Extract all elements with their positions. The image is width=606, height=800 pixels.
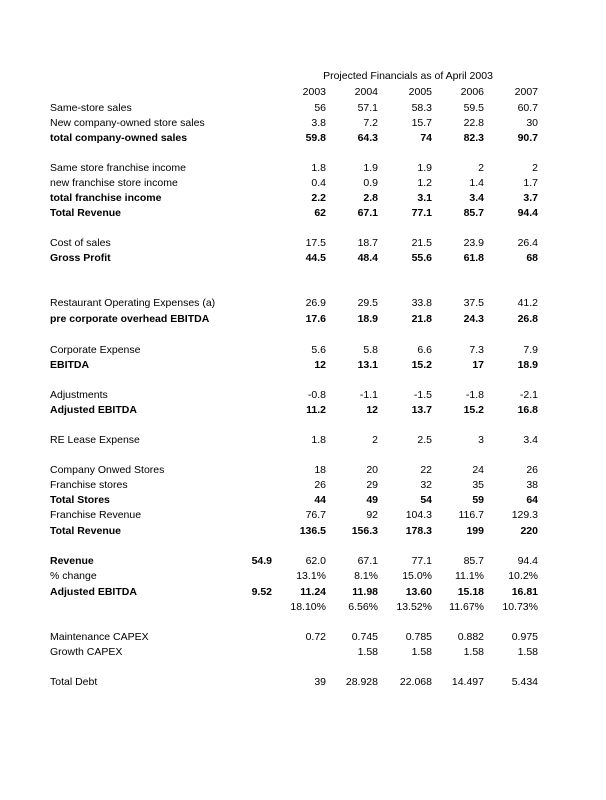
- value-cell: 199: [466, 525, 484, 537]
- value-cell: 6.6: [417, 344, 432, 356]
- year-header: 2006: [460, 86, 484, 98]
- value-cell: 59.5: [463, 102, 484, 114]
- value-cell: 11.24: [300, 586, 326, 598]
- value-cell: 1.58: [357, 646, 378, 658]
- value-cell: 11.98: [352, 586, 378, 598]
- value-cell: 10.2%: [508, 570, 538, 582]
- table-row: [0, 494, 606, 509]
- value-cell: 0.882: [457, 631, 484, 643]
- value-cell: 20: [366, 464, 378, 476]
- value-cell: 3.4: [523, 434, 538, 446]
- value-cell: 1.8: [311, 434, 326, 446]
- value-cell: -1.5: [413, 389, 432, 401]
- value-cell: 18.7: [357, 237, 378, 249]
- value-cell: 17.6: [305, 313, 326, 325]
- row-label: Total Revenue: [50, 207, 121, 219]
- value-cell: 30: [526, 117, 538, 129]
- table-row: [0, 132, 606, 147]
- table-row: [0, 479, 606, 494]
- row-label: Total Stores: [50, 494, 110, 506]
- value-cell: 13.7: [411, 404, 432, 416]
- value-cell: 3: [478, 434, 484, 446]
- value-cell: 2.2: [311, 192, 326, 204]
- value-cell: 26.9: [305, 297, 326, 309]
- value-cell: 92: [366, 509, 378, 521]
- value-cell: 1.8: [311, 162, 326, 174]
- value-cell: 64.3: [357, 132, 378, 144]
- value-cell: 13.1: [357, 359, 378, 371]
- row-label: Total Debt: [50, 676, 98, 688]
- table-row: [0, 555, 606, 570]
- value-cell: 0.785: [405, 631, 432, 643]
- value-cell: 5.6: [311, 344, 326, 356]
- table-row: [0, 192, 606, 207]
- value-cell: 57.1: [357, 102, 378, 114]
- row-label: Adjustments: [50, 389, 108, 401]
- value-cell: 21.8: [411, 313, 432, 325]
- table-row: [0, 207, 606, 222]
- value-cell: 0.72: [305, 631, 326, 643]
- value-cell: 21.5: [411, 237, 432, 249]
- value-cell: 1.58: [517, 646, 538, 658]
- value-cell: 11.1%: [455, 570, 484, 582]
- value-cell: 67.1: [357, 555, 378, 567]
- value-cell: 2: [478, 162, 484, 174]
- table-row: [0, 676, 606, 691]
- value-cell: 1.2: [417, 177, 432, 189]
- value-cell: 55.6: [411, 252, 432, 264]
- value-cell: 76.7: [305, 509, 326, 521]
- value-cell: -0.8: [307, 389, 326, 401]
- value-cell: 33.8: [411, 297, 432, 309]
- value-cell: 26: [314, 479, 326, 491]
- value-cell: 129.3: [511, 509, 538, 521]
- value-cell: 35: [472, 479, 484, 491]
- value-cell: 220: [520, 525, 538, 537]
- value-cell: 5.8: [363, 344, 378, 356]
- value-cell: 29.5: [357, 297, 378, 309]
- value-cell: 59.8: [305, 132, 326, 144]
- value-cell: 2.8: [363, 192, 378, 204]
- value-cell: 82.3: [463, 132, 484, 144]
- value-cell: 14.497: [451, 676, 484, 688]
- value-cell: 1.4: [469, 177, 484, 189]
- value-cell: 26.4: [517, 237, 538, 249]
- table-row: [0, 570, 606, 585]
- table-row: [0, 117, 606, 132]
- value-cell: 3.7: [523, 192, 538, 204]
- row-label: Company Onwed Stores: [50, 464, 165, 476]
- row-label: Maintenance CAPEX: [50, 631, 149, 643]
- value-cell: 116.7: [458, 509, 484, 521]
- base-value-cell: 9.52: [251, 586, 272, 598]
- value-cell: 18.10%: [290, 601, 326, 613]
- row-label: total franchise income: [50, 192, 162, 204]
- value-cell: 0.4: [311, 177, 326, 189]
- value-cell: 5.434: [511, 676, 538, 688]
- value-cell: 12: [366, 404, 378, 416]
- table-row: [0, 252, 606, 267]
- row-label: Cost of sales: [50, 237, 111, 249]
- value-cell: 18: [314, 464, 326, 476]
- value-cell: 8.1%: [354, 570, 378, 582]
- value-cell: 62.0: [305, 555, 326, 567]
- value-cell: 7.9: [523, 344, 538, 356]
- row-label: Growth CAPEX: [50, 646, 123, 658]
- value-cell: 94.4: [517, 207, 538, 219]
- value-cell: 13.60: [405, 586, 432, 598]
- value-cell: 1.7: [523, 177, 538, 189]
- table-row: [0, 404, 606, 419]
- table-row: [0, 313, 606, 328]
- row-label: pre corporate overhead EBITDA: [50, 313, 210, 325]
- row-label: new franchise store income: [50, 177, 178, 189]
- value-cell: 22.068: [399, 676, 432, 688]
- base-value-cell: 54.9: [251, 555, 272, 567]
- value-cell: 77.1: [411, 207, 432, 219]
- value-cell: 18.9: [517, 359, 538, 371]
- row-label: total company-owned sales: [50, 132, 188, 144]
- value-cell: -2.1: [519, 389, 538, 401]
- value-cell: 16.81: [511, 586, 538, 598]
- value-cell: 49: [366, 494, 378, 506]
- value-cell: 11.67%: [449, 601, 484, 613]
- value-cell: 58.3: [411, 102, 432, 114]
- value-cell: 0.745: [351, 631, 378, 643]
- value-cell: 37.5: [463, 297, 484, 309]
- row-label: Adjusted EBITDA: [50, 586, 137, 598]
- table-title: Projected Financials as of April 2003: [323, 70, 493, 82]
- row-label: Adjusted EBITDA: [50, 404, 137, 416]
- table-row: [0, 601, 606, 616]
- value-cell: 67.1: [357, 207, 378, 219]
- table-row: [0, 389, 606, 404]
- row-label: Corporate Expense: [50, 344, 141, 356]
- value-cell: 74: [420, 132, 432, 144]
- row-label: New company-owned store sales: [50, 117, 205, 129]
- value-cell: 2: [372, 434, 378, 446]
- value-cell: 22.8: [463, 117, 484, 129]
- value-cell: -1.1: [359, 389, 378, 401]
- value-cell: 15.2: [411, 359, 432, 371]
- value-cell: 85.7: [463, 207, 484, 219]
- value-cell: 26: [526, 464, 538, 476]
- row-label: Total Revenue: [50, 525, 121, 537]
- value-cell: 18.9: [357, 313, 378, 325]
- value-cell: 39: [314, 676, 326, 688]
- row-label: Same-store sales: [50, 102, 132, 114]
- value-cell: 64: [526, 494, 538, 506]
- value-cell: 85.7: [463, 555, 484, 567]
- value-cell: 26.8: [517, 313, 538, 325]
- value-cell: 7.3: [469, 344, 484, 356]
- value-cell: 77.1: [411, 555, 432, 567]
- value-cell: 11.2: [306, 404, 326, 416]
- value-cell: -1.8: [465, 389, 484, 401]
- value-cell: 38: [526, 479, 538, 491]
- value-cell: 7.2: [363, 117, 378, 129]
- row-label: EBITDA: [50, 359, 90, 371]
- value-cell: 10.73%: [502, 601, 538, 613]
- year-header: 2007: [514, 86, 538, 98]
- value-cell: 29: [366, 479, 378, 491]
- value-cell: 12: [314, 359, 326, 371]
- value-cell: 28.928: [345, 676, 378, 688]
- table-row: [0, 631, 606, 646]
- table-row: [0, 162, 606, 177]
- value-cell: 32: [420, 479, 432, 491]
- table-row: [0, 359, 606, 374]
- value-cell: 1.58: [463, 646, 484, 658]
- value-cell: 13.1%: [296, 570, 326, 582]
- value-cell: 1.58: [411, 646, 432, 658]
- value-cell: 44.5: [305, 252, 326, 264]
- value-cell: 178.3: [405, 525, 432, 537]
- table-row: [0, 434, 606, 449]
- table-row: [0, 177, 606, 192]
- value-cell: 1.9: [417, 162, 432, 174]
- value-cell: 2.5: [417, 434, 432, 446]
- value-cell: 156.3: [351, 525, 378, 537]
- table-row: [0, 509, 606, 524]
- value-cell: 17: [472, 359, 484, 371]
- value-cell: 61.8: [463, 252, 484, 264]
- value-cell: 24.3: [463, 313, 484, 325]
- value-cell: 54: [420, 494, 432, 506]
- year-header: 2004: [354, 86, 378, 98]
- table-row: [0, 464, 606, 479]
- value-cell: 15.7: [411, 117, 432, 129]
- row-label: RE Lease Expense: [50, 434, 140, 446]
- value-cell: 15.2: [463, 404, 484, 416]
- value-cell: 94.4: [517, 555, 538, 567]
- row-label: Franchise Revenue: [50, 509, 142, 521]
- row-label: Gross Profit: [50, 252, 111, 264]
- value-cell: 6.56%: [348, 601, 378, 613]
- value-cell: 3.8: [311, 117, 326, 129]
- value-cell: 3.4: [469, 192, 484, 204]
- year-header: 2003: [302, 86, 326, 98]
- year-header-row: [0, 86, 606, 101]
- row-label: % change: [50, 570, 97, 582]
- value-cell: 15.0%: [402, 570, 432, 582]
- value-cell: 17.5: [305, 237, 326, 249]
- value-cell: 23.9: [463, 237, 484, 249]
- value-cell: 90.7: [517, 132, 538, 144]
- value-cell: 1.9: [363, 162, 378, 174]
- table-row: [0, 646, 606, 661]
- table-row: [0, 586, 606, 601]
- value-cell: 62: [314, 207, 326, 219]
- value-cell: 0.975: [511, 631, 538, 643]
- table-row: [0, 344, 606, 359]
- value-cell: 22: [420, 464, 432, 476]
- value-cell: 13.52%: [396, 601, 432, 613]
- table-row: [0, 297, 606, 312]
- value-cell: 104.3: [405, 509, 432, 521]
- table-row: [0, 102, 606, 117]
- row-label: Revenue: [50, 555, 94, 567]
- table-row: [0, 525, 606, 540]
- value-cell: 68: [526, 252, 538, 264]
- value-cell: 16.8: [517, 404, 538, 416]
- value-cell: 41.2: [517, 297, 538, 309]
- value-cell: 56: [314, 102, 326, 114]
- value-cell: 24: [472, 464, 484, 476]
- row-label: Franchise stores: [50, 479, 128, 491]
- value-cell: 0.9: [363, 177, 378, 189]
- value-cell: 15.18: [457, 586, 484, 598]
- value-cell: 44: [314, 494, 326, 506]
- row-label: Restaurant Operating Expenses (a): [50, 297, 216, 309]
- value-cell: 2: [532, 162, 538, 174]
- year-header: 2005: [408, 86, 432, 98]
- value-cell: 59: [472, 494, 484, 506]
- row-label: Same store franchise income: [50, 162, 186, 174]
- value-cell: 48.4: [357, 252, 378, 264]
- value-cell: 60.7: [517, 102, 538, 114]
- value-cell: 136.5: [299, 525, 326, 537]
- value-cell: 3.1: [417, 192, 432, 204]
- table-row: [0, 237, 606, 252]
